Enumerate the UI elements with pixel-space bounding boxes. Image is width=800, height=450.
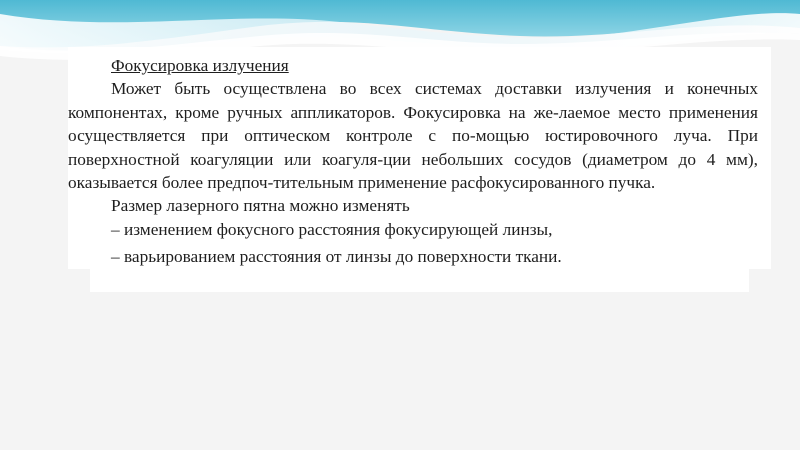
spot-size-intro: Размер лазерного пятна можно изменять (111, 196, 410, 216)
list-item-focal-length: – изменением фокусного расстояния фокусирующей линзы, (111, 219, 553, 239)
list-item-distance: – варьированием расстояния от линзы до поверхности ткани. (111, 247, 562, 267)
panel-notch-right (749, 269, 771, 297)
body-paragraph: Может быть осуществлена во всех системах доставки излучения и конечных компонентах, кроме ручных аппликаторов. Фокусировка на же-лаемое место применения осуществляется при оптическом контроле с по-мощью юстировочного луча. При поверхностной коагуляции или коагуля-ции небольших сосудов (диаметром до 4 мм), оказывается более предпоч-тительным применение расфокусированного пучка. (68, 79, 758, 193)
panel-notch-left (68, 269, 90, 297)
section-heading: Фокусировка излучения (111, 56, 289, 75)
slide-content (68, 54, 758, 269)
